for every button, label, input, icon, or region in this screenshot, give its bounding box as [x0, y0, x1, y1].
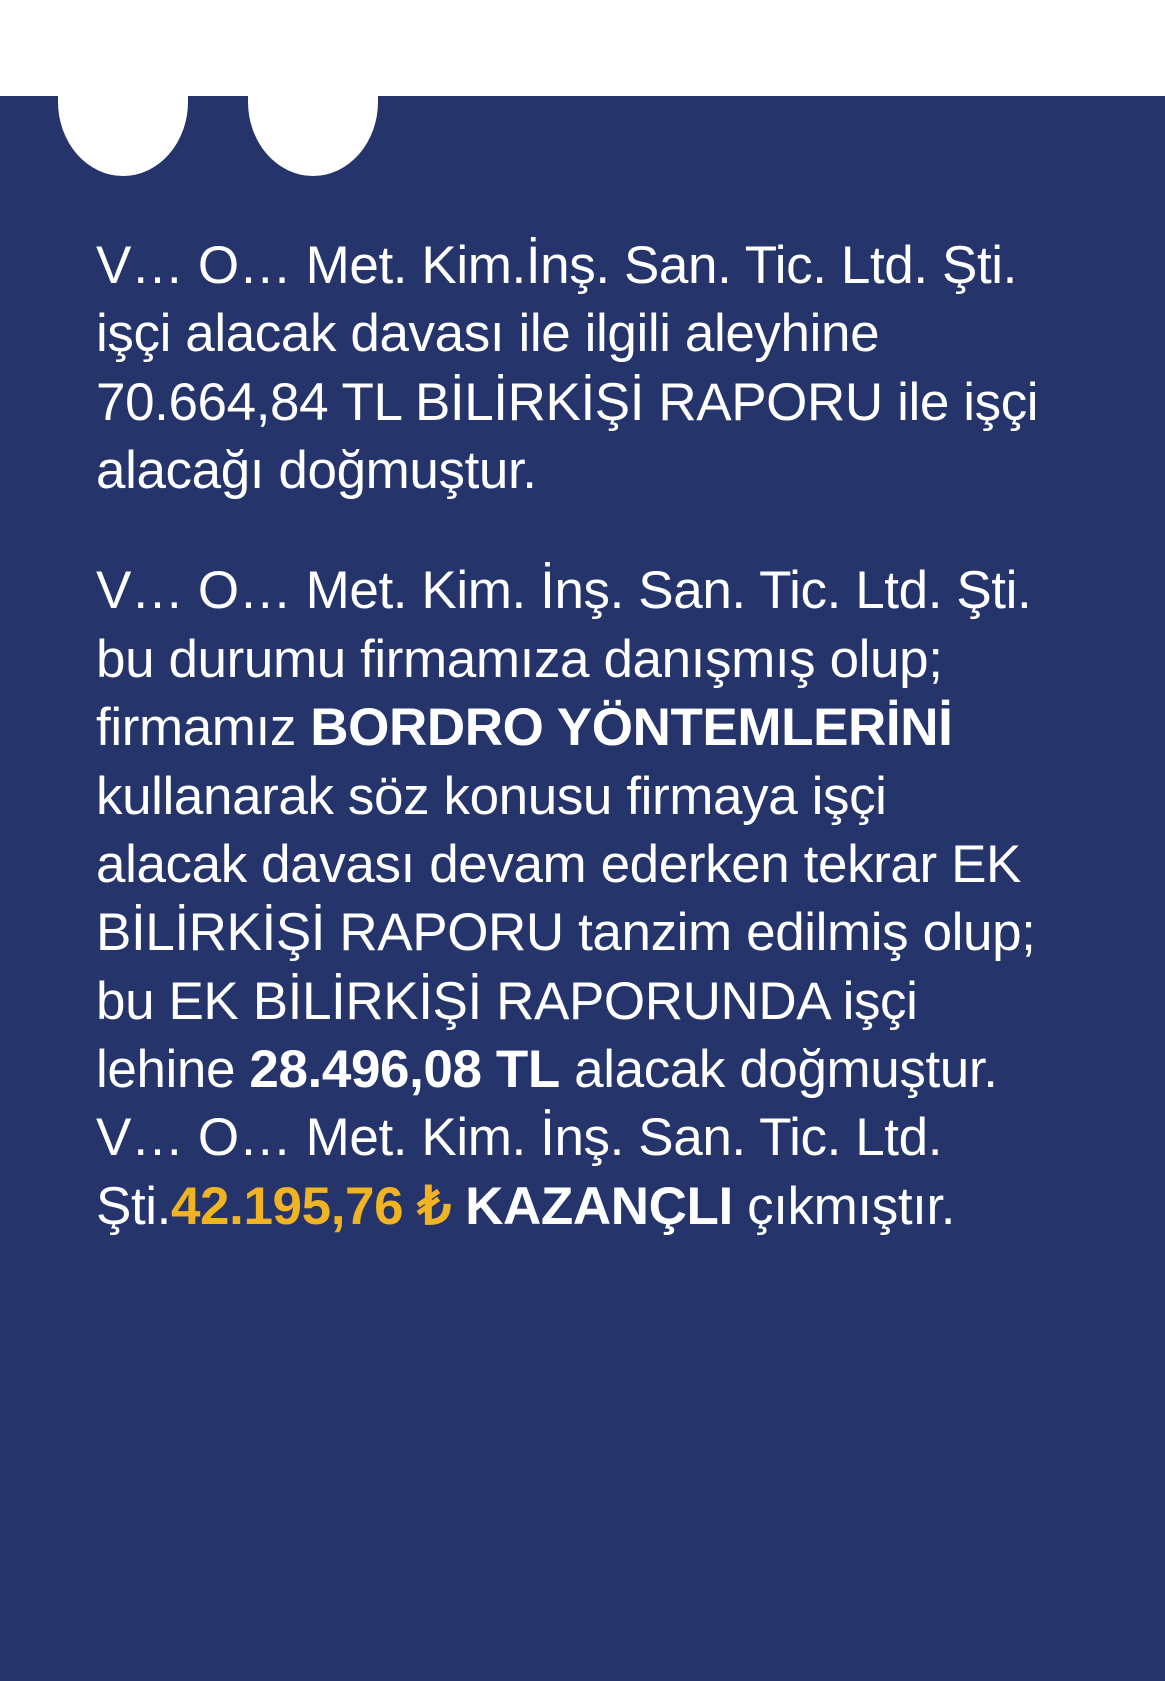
paragraph-2-emphasis-bordro: BORDRO YÖNTEMLERİNİ [310, 698, 953, 758]
paragraph-1-run-1: V… O… Met. Kim.İnş. San. Tic. Ltd. Şti. işçi alacak davası ile ilgili aleyhine 70.664,84 TL BİLİRKİŞİ RAPORU ile işçi alacağı doğmuştur. [96, 236, 1039, 501]
paragraph-1 [96, 232, 1046, 505]
paragraph-2-amount-ek-rapor: 28.496,08 TL [249, 1039, 560, 1099]
quote-blob-right-icon [248, 96, 378, 176]
paragraph-2-run-5: alacak doğmuştur. V… O… Met. Kim. İnş. San. Tic. Ltd. Şti. [96, 1039, 998, 1236]
paragraph-2-run-3: kullanarak söz konusu firmaya işçi alacak davası devam ederken tekrar EK BİLİRKİŞİ RAPORU tanzim edilmiş olup; bu EK BİLİRKİŞİ RAPORUNDA işçi lehine [96, 766, 1036, 1099]
paragraph-2-space [451, 1177, 465, 1236]
paragraph-2 [96, 557, 1046, 1241]
paragraph-2-amount-kazanc: 42.195,76 ₺ [170, 1176, 451, 1236]
paragraph-2-run-9: çıkmıştır. [732, 1176, 956, 1236]
quote-blob-left-icon [58, 96, 188, 176]
paragraph-2-run-1: V… O… Met. Kim. İnş. San. Tic. Ltd. Şti. bu durumu firmamıza danışmış olup; firmamız [96, 561, 1032, 758]
slide-body-text [96, 232, 1046, 1241]
paragraph-2-emphasis-kazancli: KAZANÇLI [465, 1176, 733, 1236]
quote-mark-decoration [58, 96, 378, 176]
